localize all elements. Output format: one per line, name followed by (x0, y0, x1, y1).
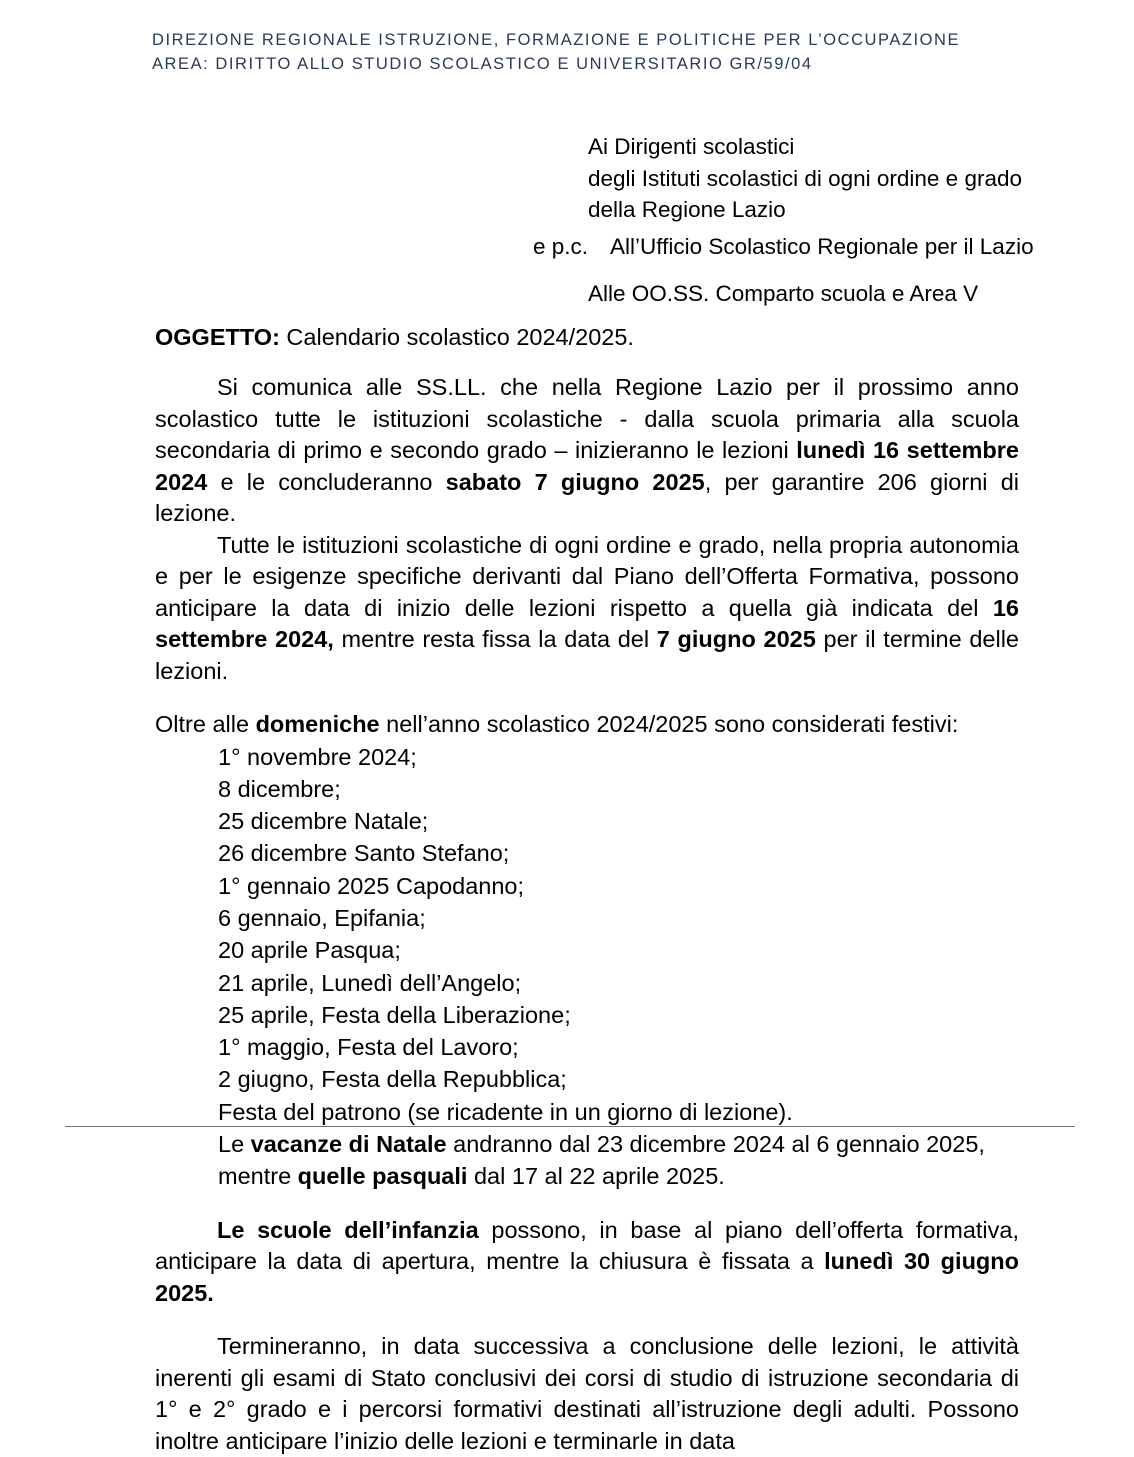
p3-part1: possono, in base al piano dell’offerta formativa, anticipare la data di apertura, mentre la chiusura è fissata a (155, 1216, 1019, 1275)
p1-bold-end-date: sabato 7 giugno 2025 (445, 468, 705, 495)
cc-label: e p.c. (533, 234, 589, 259)
list-item: 20 aprile Pasqua; (218, 937, 401, 964)
vacations-paragraph (155, 1128, 1019, 1193)
paragraph-esami: Termineranno, in data successiva a conclusione delle lezioni, le attività inerenti gli esami di Stato conclusivi dei corsi di studio di istruzione secondaria di 1° e 2° grado e i percorsi formativi destinati all’istruzione degli adulti. Possono inoltre anticipare l’inizio delle lezioni e terminarle in data (155, 1333, 1019, 1454)
list-item: Festa del patrono (se ricadente in un giorno di lezione). (218, 1098, 793, 1125)
list-item: 1° maggio, Festa del Lavoro; (218, 1034, 519, 1061)
p3-bold-infanzia: Le scuole dell’infanzia (217, 1216, 479, 1243)
holidays-intro-part2: nell’anno scolastico 2024/2025 sono considerati festivi: (379, 711, 959, 737)
paragraph-infanzia (155, 1215, 1019, 1310)
vacations-part2: andranno dal 23 dicembre 2024 al 6 gennaio 2025, mentre (218, 1131, 985, 1190)
paragraph-opening (155, 372, 1019, 530)
list-item: 6 gennaio, Epifania; (218, 904, 426, 931)
holidays-intro-part1: Oltre alle (155, 711, 256, 737)
footer-divider (65, 1126, 1075, 1127)
holidays-intro (155, 709, 1019, 741)
list-item: 21 aprile, Lunedì dell’Angelo; (218, 969, 522, 996)
p1-part1: Si comunica alle SS.LL. che nella Regione Lazio per il prossimo anno scolastico tutte le istituzioni scolastiche - dalla scuola primaria alla scuola secondaria di primo e secondo grado – inizieranno le lezioni (155, 374, 1019, 463)
p2-part1: Tutte le istituzioni scolastiche di ogni ordine e grado, nella propria autonomia e per le esigenze specifiche derivanti dal Piano dell’Offerta Formativa, possono anticipare la data di inizio delle lezioni rispetto a quella già indicata del (155, 531, 1019, 621)
addressee-line-3: della Regione Lazio (588, 197, 786, 222)
holidays-intro-bold: domeniche (255, 711, 380, 737)
addressee-line-2: degli Istituti scolastici di ogni ordine e grado (588, 165, 1022, 191)
p1-bold-start-date: lunedì 16 settembre 2024 (155, 437, 1020, 495)
p2-bold-end-date: 7 giugno 2025 (656, 626, 816, 652)
addressee-line-1: Ai Dirigenti scolastici (588, 134, 795, 159)
vacations-bold-pasquali: quelle pasquali (297, 1163, 468, 1190)
vacations-part3: dal 17 al 22 aprile 2025. (467, 1163, 725, 1190)
p3-bold-closing-date: lunedì 30 giugno 2025. (155, 1248, 1019, 1306)
list-item: 1° novembre 2024; (218, 743, 417, 770)
p1-part2: e le concluderanno (207, 468, 446, 495)
list-item: 8 dicembre; (218, 775, 341, 802)
header-line-direzione: DIREZIONE REGIONALE ISTRUZIONE, FORMAZIONE E POLITICHE PER L’OCCUPAZIONE (152, 31, 961, 49)
subject-line (155, 322, 1019, 352)
cc-row (533, 231, 1034, 263)
subject-text: Calendario scolastico 2024/2025. (279, 324, 634, 350)
paragraph-autonomy (155, 530, 1019, 688)
holidays-list (155, 741, 1019, 1129)
list-item: 2 giugno, Festa della Repubblica; (218, 1066, 567, 1093)
unions-recipient: Alle OO.SS. Comparto scuola e Area V (588, 281, 979, 306)
vacations-bold-natale: vacanze di Natale (250, 1131, 447, 1158)
addressee-block (588, 131, 1022, 226)
list-item: 25 dicembre Natale; (218, 808, 429, 835)
p1-part3: , per garantire 206 giorni di lezione. (155, 468, 1020, 526)
list-item: 1° gennaio 2025 Capodanno; (218, 872, 525, 899)
vacations-part1: Le (218, 1131, 251, 1158)
list-item: 26 dicembre Santo Stefano; (218, 840, 510, 867)
p2-part2: mentre resta fissa la data del (333, 626, 657, 652)
document-body (155, 322, 1019, 1457)
list-item: 25 aprile, Festa della Liberazione; (218, 1001, 571, 1028)
header-line-area: AREA: DIRITTO ALLO STUDIO SCOLASTICO E UNIVERSITARIO GR/59/04 (152, 55, 813, 73)
p2-part3: per il termine delle lezioni. (155, 626, 1019, 684)
subject-label: OGGETTO: (155, 324, 280, 350)
p2-bold-start-date: 16 settembre 2024, (155, 594, 1019, 652)
document-header (152, 28, 1032, 76)
cc-recipient: All’Ufficio Scolastico Regionale per il Lazio (610, 234, 1034, 259)
